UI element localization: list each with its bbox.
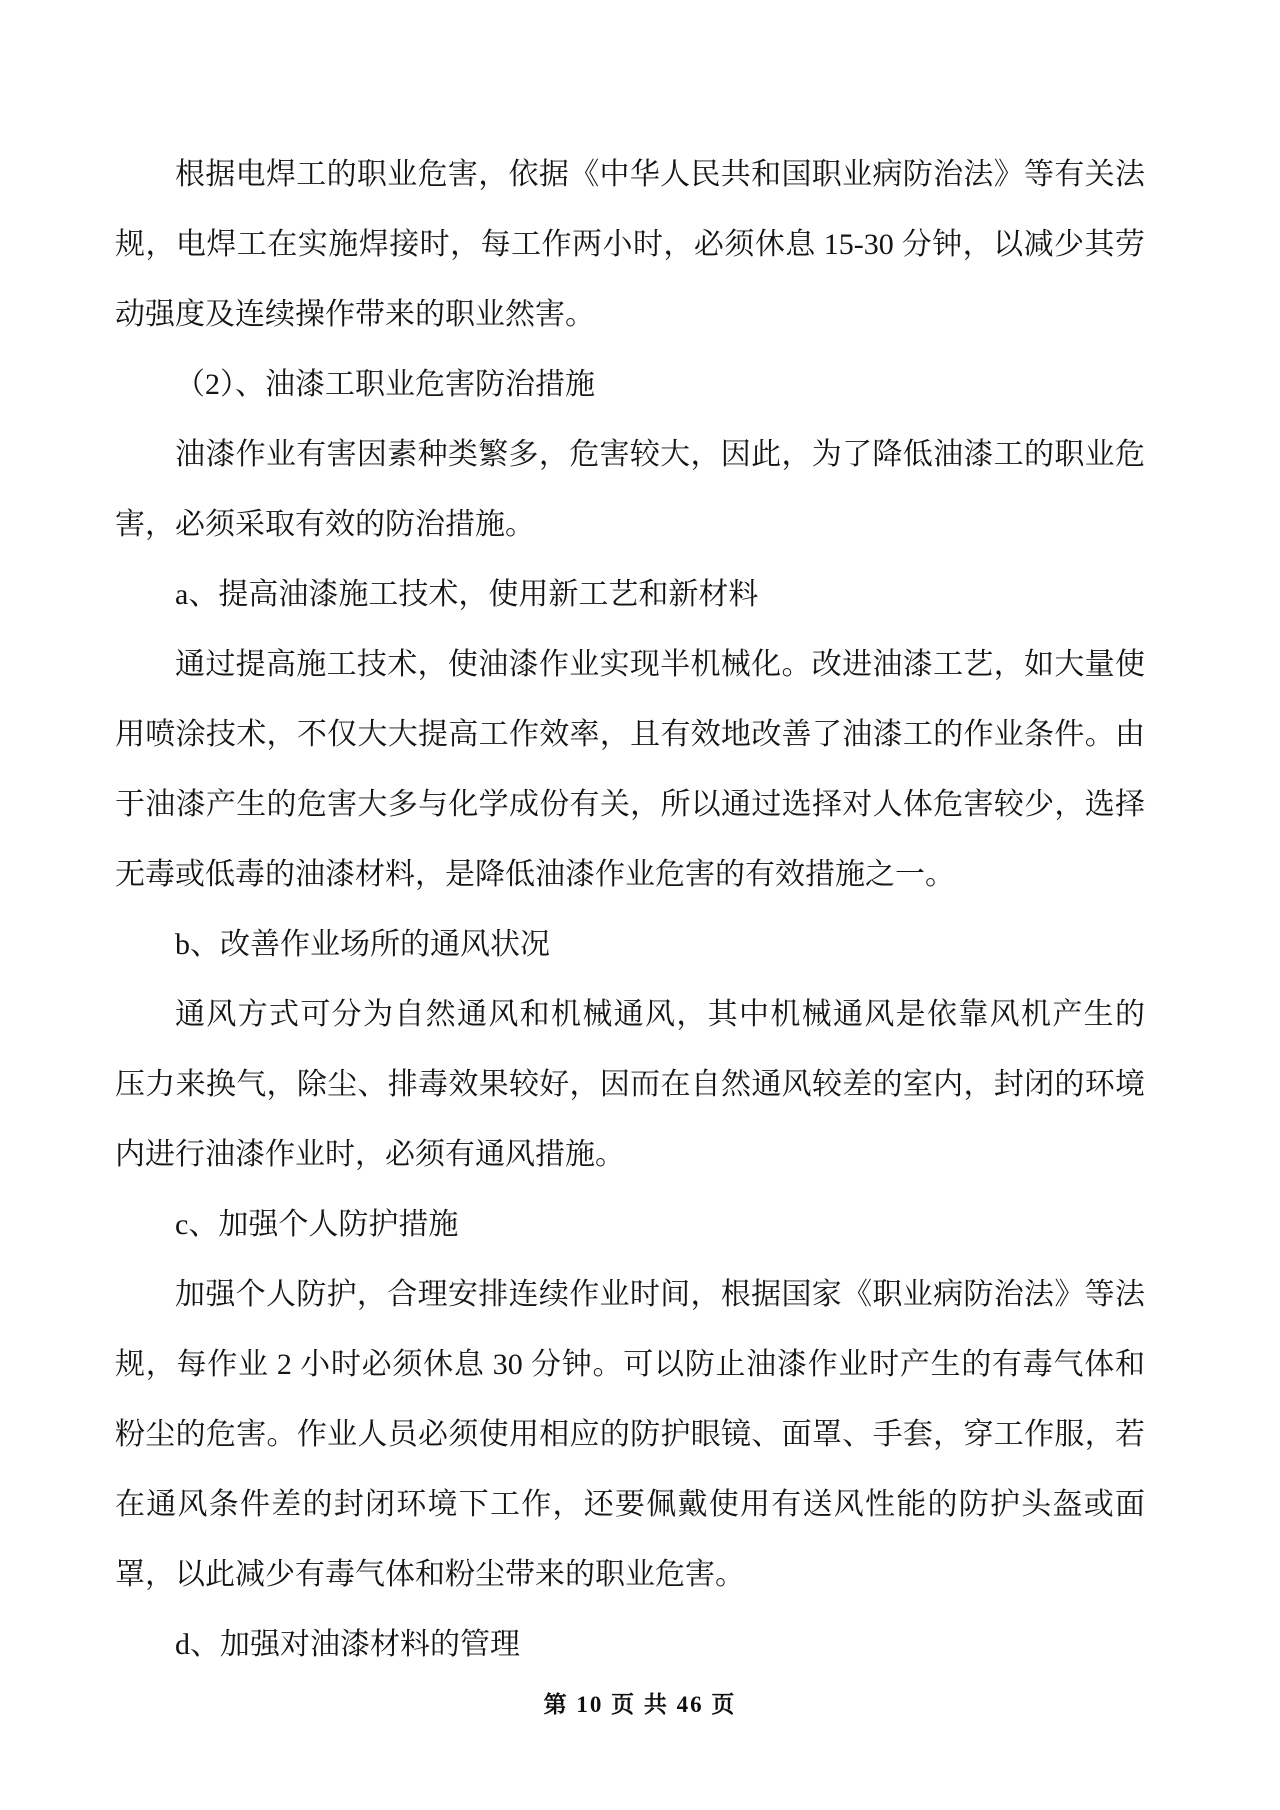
heading-line: c、加强个人防护措施 <box>175 1208 459 1241</box>
text-line: 通风方式可分为自然通风和机械通风，其中机械通风是依靠风机产生的 <box>175 998 1145 1031</box>
text-line: 罩，以此减少有毒气体和粉尘带来的职业危害。 <box>115 1558 745 1591</box>
text-line: 用喷涂技术，不仅大大提高工作效率，且有效地改善了油漆工的作业条件。由 <box>115 718 1145 751</box>
text-line: 粉尘的危害。作业人员必须使用相应的防护眼镜、面罩、手套，穿工作服，若 <box>115 1418 1145 1451</box>
section-heading <box>115 1190 1145 1260</box>
text-line: 规，每作业 2 小时必须休息 30 分钟。可以防止油漆作业时产生的有毒气体和 <box>115 1348 1145 1381</box>
heading-line: b、改善作业场所的通风状况 <box>175 928 550 961</box>
text-line: 通过提高施工技术，使油漆作业实现半机械化。改进油漆工艺，如大量使 <box>175 648 1145 681</box>
text-line: 于油漆产生的危害大多与化学成份有关，所以通过选择对人体危害较少，选择 <box>115 788 1145 821</box>
text-line: 内进行油漆作业时，必须有通风措施。 <box>115 1138 625 1171</box>
page-footer: 第 10 页 共 46 页 <box>543 1692 737 1717</box>
text-line: 规，电焊工在实施焊接时，每工作两小时，必须休息 15-30 分钟，以减少其劳 <box>115 228 1145 261</box>
text-line: 害，必须采取有效的防治措施。 <box>115 508 535 541</box>
heading-line: （2）、油漆工职业危害防治措施 <box>175 368 595 401</box>
text-line: 动强度及连续操作带来的职业然害。 <box>115 298 595 331</box>
paragraph <box>115 420 1145 560</box>
paragraph <box>115 140 1145 350</box>
section-heading <box>115 560 1145 630</box>
document-body <box>115 140 1145 1680</box>
text-line: 在通风条件差的封闭环境下工作，还要佩戴使用有送风性能的防护头盔或面 <box>115 1488 1145 1521</box>
heading-line: d、加强对油漆材料的管理 <box>175 1628 520 1661</box>
section-heading <box>115 350 1145 420</box>
paragraph <box>115 1260 1145 1610</box>
heading-line: a、提高油漆施工技术，使用新工艺和新材料 <box>175 578 759 611</box>
text-line: 根据电焊工的职业危害，依据《中华人民共和国职业病防治法》等有关法 <box>175 158 1145 191</box>
paragraph <box>115 630 1145 910</box>
paragraph <box>115 980 1145 1190</box>
section-heading <box>115 910 1145 980</box>
text-line: 压力来换气，除尘、排毒效果较好，因而在自然通风较差的室内，封闭的环境 <box>115 1068 1145 1101</box>
section-heading <box>115 1610 1145 1680</box>
text-line: 油漆作业有害因素种类繁多，危害较大，因此，为了降低油漆工的职业危 <box>175 438 1145 471</box>
text-line: 加强个人防护，合理安排连续作业时间，根据国家《职业病防治法》等法 <box>175 1278 1145 1311</box>
text-line: 无毒或低毒的油漆材料，是降低油漆作业危害的有效措施之一。 <box>115 858 955 891</box>
